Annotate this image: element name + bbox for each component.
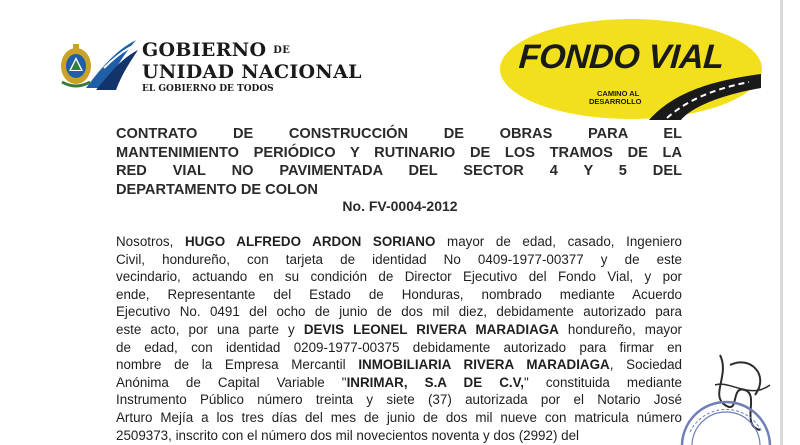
company-abbrev: INRIMAR, S.A DE C.V, (346, 374, 525, 390)
title-line: CONTRATO DE CONSTRUCCIÓN DE OBRAS PARA EL (116, 126, 682, 142)
honduras-coat-of-arms-icon (56, 38, 138, 92)
gobierno-unidad-nacional-logo (56, 36, 386, 96)
body-line: 2509373, inscrito con el número dos mil novecientos noventa y dos (2992) del (116, 427, 579, 443)
body-line: Arturo Mejía a los tres días del mes de junio de dos mil nueve con matricula número (116, 409, 682, 425)
body-line: Instrumento Público número treinta y siete (37) autorizada por el Notario José (116, 392, 682, 408)
company-name: INMOBILIARIA RIVERA MARADIAGA (358, 357, 610, 373)
title-line: RED VIAL NO PAVIMENTADA DEL SECTOR 4 Y 5 DEL (116, 163, 682, 179)
gov-logo-slogan: EL GOBIERNO DE TODOS (142, 84, 274, 94)
contract-title (116, 125, 682, 199)
body-line: de edad, con identidad 0209-1977-00375 debidamente autorizado para firmar en (116, 339, 682, 355)
body-line: Nosotros, HUGO ALFREDO ARDON SORIANO mayor de edad, casado, Ingeniero (116, 234, 682, 249)
body-line: Ejecutivo No. 0491 del ocho de junio de dos mil diez, debidamente autorizado para (116, 304, 682, 320)
body-line: este acto, por una parte y DEVIS LEONEL RIVERA MARADIAGA hondureño, mayor (116, 321, 682, 337)
contract-body-paragraph (116, 233, 682, 444)
director-name: HUGO ALFREDO ARDON SORIANO (184, 234, 436, 249)
body-line: Civil, hondureño, con tarjeta de identidad No 0409-1977-00377 y de este (116, 251, 682, 267)
gov-logo-line1: GOBIERNO DE (142, 39, 291, 61)
gov-logo-line2: UNIDAD NACIONAL (142, 61, 362, 83)
body-line: nombre de la Empresa Mercantil INMOBILIARIA RIVERA MARADIAGA, Sociedad (116, 357, 682, 373)
body-line: vecindario, actuando en su condición de Director Ejecutivo del Fondo Vial, y por (116, 269, 682, 285)
contract-number: No. FV-0004-2012 (342, 198, 458, 214)
contractor-name: DEVIS LEONEL RIVERA MARADIAGA (303, 321, 559, 337)
page-edge-shadow (780, 0, 783, 445)
official-stamp-icon (668, 388, 778, 445)
fondo-vial-wordmark: FONDO VIAL (517, 38, 726, 76)
fondo-vial-slogan: CAMINO AL DESARROLLO (589, 89, 642, 106)
title-line: MANTENIMIENTO PERIÓDICO Y RUTINARIO DE LOS TRAMOS DE LA (116, 144, 682, 161)
body-line: ende, Representante del Estado de Honduras, nombrado mediante Acuerdo (116, 286, 682, 302)
title-line: DEPARTAMENTO DE COLON (116, 181, 318, 198)
body-line: Anónima de Capital Variable "INRIMAR, S.A DE C.V," constituida mediante (116, 374, 682, 390)
fondo-vial-logo (499, 18, 764, 120)
